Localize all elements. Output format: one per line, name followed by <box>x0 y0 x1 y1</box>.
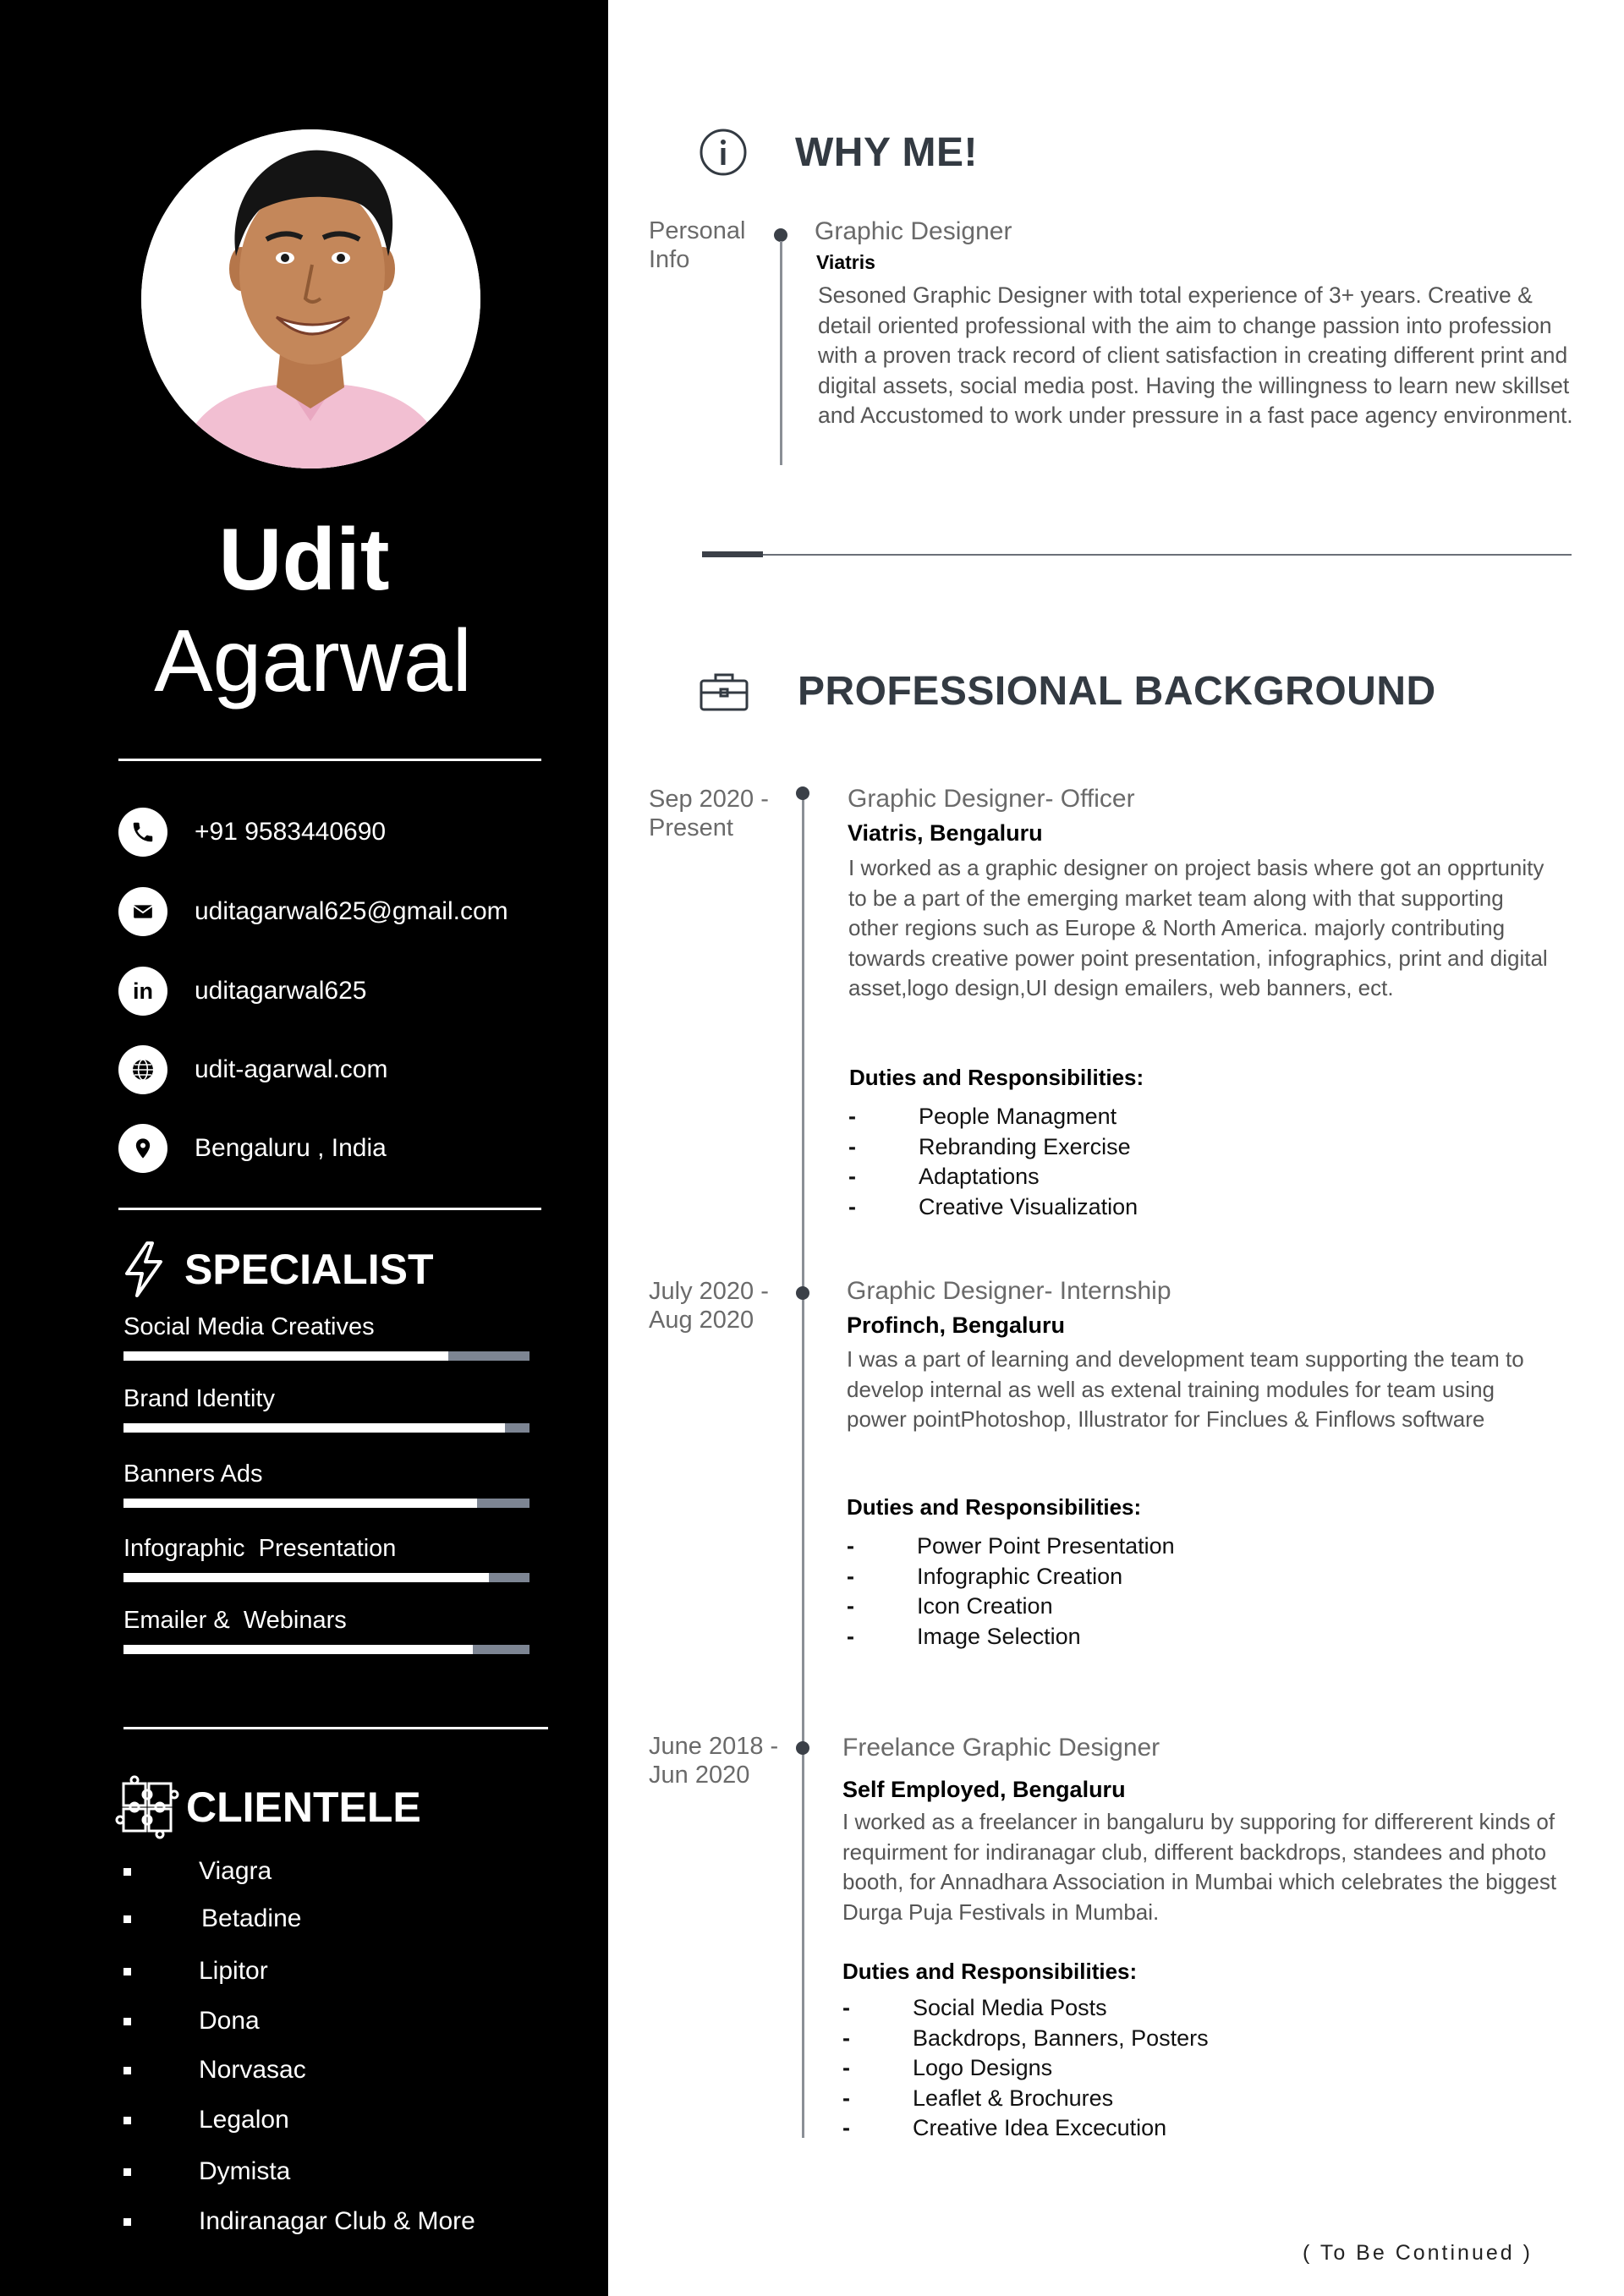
lightning-icon <box>118 1240 169 1299</box>
duties-list <box>847 1532 1175 1652</box>
bullet <box>123 1968 131 1975</box>
duties-list <box>842 1993 1209 2144</box>
duty-item <box>842 1993 1209 2024</box>
skill-item <box>123 1607 529 1654</box>
section-divider <box>702 554 1572 556</box>
professional-title: PROFESSIONAL BACKGROUND <box>798 669 1436 714</box>
specialist-heading <box>118 1240 433 1299</box>
duty-item <box>847 1532 1175 1562</box>
job-company: Viatris, Bengaluru <box>848 820 1043 846</box>
client-item <box>123 1954 268 1988</box>
to-be-continued: ( To Be Continued ) <box>1303 2241 1533 2265</box>
skill-item <box>123 1313 529 1361</box>
client-item <box>123 2103 289 2137</box>
skill-item <box>123 1460 529 1508</box>
client-name: Lipitor <box>199 1957 268 1985</box>
dash: - <box>842 2025 850 2051</box>
duty-text: Creative Idea Excecution <box>913 2115 1167 2140</box>
bullet <box>123 1868 131 1876</box>
job-company: Profinch, Bengaluru <box>847 1312 1066 1338</box>
job-dates: July 2020 - Aug 2020 <box>649 1278 769 1334</box>
puzzle-icon <box>113 1773 181 1841</box>
first-name: Udit <box>218 511 390 609</box>
duty-item <box>848 1192 1138 1223</box>
contact-website-text: udit-agarwal.com <box>195 1055 388 1083</box>
bullet <box>123 2117 131 2124</box>
skill-name: Emailer & Webinars <box>123 1607 347 1634</box>
duty-text: Leaflet & Brochures <box>913 2085 1114 2111</box>
skill-name: Infographic Presentation <box>123 1535 397 1562</box>
skill-bar <box>123 1573 529 1582</box>
duties-heading: Duties and Responsibilities: <box>849 1065 1144 1090</box>
specialist-title: SPECIALIST <box>184 1246 434 1293</box>
duty-text: Backdrops, Banners, Posters <box>913 2025 1209 2051</box>
briefcase-icon <box>699 671 749 713</box>
dash: - <box>847 1623 854 1649</box>
timeline-line <box>802 795 804 2138</box>
job-description: I worked as a freelancer in bangaluru by supporing for differerent kinds of requirment for indiranagar club, different backdrops, standees and photo booth, for Annadhara Association in Mumbai which celebrates the biggest Durga Puja Festivals in Mumbai. <box>842 1809 1557 1925</box>
duty-item <box>847 1622 1175 1652</box>
contact-website[interactable] <box>118 1045 387 1094</box>
clientele-heading <box>113 1773 421 1841</box>
duty-item <box>847 1562 1175 1592</box>
duty-text: Social Media Posts <box>913 1995 1107 2020</box>
divider <box>118 759 541 761</box>
client-item <box>123 2004 260 2038</box>
location-pin-icon <box>118 1124 167 1173</box>
job-dates: Sep 2020 - Present <box>649 786 769 841</box>
job-title: Graphic Designer- Officer <box>848 785 1135 813</box>
duties-heading: Duties and Responsibilities: <box>847 1494 1142 1520</box>
professional-heading <box>699 668 1436 715</box>
duty-text: People Managment <box>919 1104 1117 1129</box>
duty-item <box>842 2113 1209 2144</box>
skill-bar <box>123 1351 529 1361</box>
skill-name: Banners Ads <box>123 1460 263 1488</box>
client-name: Legalon <box>199 2106 289 2134</box>
skill-bar <box>123 1499 529 1508</box>
clientele-title: CLIENTELE <box>186 1784 421 1831</box>
duty-item <box>848 1132 1138 1163</box>
job-title: Freelance Graphic Designer <box>842 1734 1160 1762</box>
personal-info-label: Personal Info <box>649 217 746 273</box>
contact-phone-text: +91 9583440690 <box>195 818 387 846</box>
duty-item <box>848 1162 1138 1192</box>
bullet <box>123 2168 131 2176</box>
dash: - <box>847 1593 854 1619</box>
duties-list <box>848 1102 1138 1222</box>
contact-location-text: Bengaluru , India <box>195 1134 387 1162</box>
dash: - <box>842 2115 850 2140</box>
duty-text: Creative Visualization <box>919 1193 1138 1219</box>
duty-item <box>848 1102 1138 1132</box>
duties-heading: Duties and Responsibilities: <box>842 1959 1138 1984</box>
dash: - <box>848 1133 856 1159</box>
client-item <box>123 1902 301 1936</box>
client-name: Indiranagar Club & More <box>199 2207 475 2235</box>
duty-text: Adaptations <box>919 1164 1040 1189</box>
skill-bar-fill <box>123 1645 473 1654</box>
job-dates: June 2018 - Jun 2020 <box>649 1733 779 1789</box>
globe-icon <box>118 1045 167 1094</box>
skill-bar <box>123 1423 529 1433</box>
why-me-title: WHY ME! <box>795 129 978 175</box>
skill-bar-fill <box>123 1499 477 1508</box>
why-me-company: Viatris <box>816 251 875 273</box>
mail-icon <box>118 887 167 936</box>
contact-phone[interactable] <box>118 808 386 857</box>
job-description: I worked as a graphic designer on project basis where got an opprtunity to be a part of the emerging market team along with that supporting other regions such as Europe & North America. majorly contributing towards creative power point presentation, infographics, print and digital asset,logo design,UI design emailers, web banners, ect. <box>848 855 1548 1000</box>
last-name: Agarwal <box>154 612 472 710</box>
duty-item <box>842 2024 1209 2054</box>
contact-email[interactable] <box>118 887 508 936</box>
info-icon <box>699 128 748 177</box>
skill-name: Social Media Creatives <box>123 1313 375 1340</box>
client-item <box>123 2053 306 2087</box>
skill-bar-fill <box>123 1351 448 1361</box>
dash: - <box>847 1533 854 1559</box>
phone-icon <box>118 808 167 857</box>
duty-item <box>847 1592 1175 1622</box>
duty-text: Image Selection <box>917 1623 1081 1649</box>
dash: - <box>842 2055 850 2080</box>
bullet <box>123 1915 131 1923</box>
client-name: Norvasac <box>199 2056 306 2084</box>
duty-text: Icon Creation <box>917 1593 1053 1619</box>
skill-item <box>123 1535 529 1582</box>
timeline-dot <box>796 786 809 800</box>
contact-linkedin-text: uditagarwal625 <box>195 977 367 1005</box>
duty-text: Logo Designs <box>913 2055 1053 2080</box>
contact-email-text: uditagarwal625@gmail.com <box>195 897 508 925</box>
timeline-line <box>780 241 782 465</box>
skill-bar-fill <box>123 1423 505 1433</box>
section-divider-accent <box>702 551 763 557</box>
bullet <box>123 2067 131 2074</box>
job-title: Graphic Designer- Internship <box>847 1277 1171 1305</box>
dash: - <box>847 1563 854 1589</box>
divider <box>123 1727 548 1729</box>
duty-text: Power Point Presentation <box>917 1533 1175 1559</box>
why-me-heading <box>699 128 978 177</box>
timeline-dot <box>796 1286 809 1300</box>
divider <box>118 1208 541 1210</box>
dash: - <box>848 1193 856 1219</box>
bullet <box>123 2018 131 2025</box>
skill-bar <box>123 1645 529 1654</box>
contact-linkedin[interactable] <box>118 967 366 1016</box>
client-name: Betadine <box>201 1904 302 1932</box>
client-item <box>123 2155 290 2189</box>
timeline-dot <box>774 228 787 242</box>
dash: - <box>848 1164 856 1189</box>
duty-item <box>842 2084 1209 2114</box>
client-item <box>123 2205 475 2238</box>
job-description: I was a part of learning and development team supporting the team to develop internal as well as extenal training modules for team using power pointPhotoshop, Illustrator for Finclues & Finflows software <box>847 1346 1524 1432</box>
skill-bar-fill <box>123 1573 489 1582</box>
sidebar <box>0 0 608 2296</box>
duty-text: Rebranding Exercise <box>919 1133 1131 1159</box>
client-item <box>123 1855 272 1888</box>
client-name: Viagra <box>199 1857 272 1885</box>
linkedin-icon: in <box>118 967 167 1016</box>
job-company: Self Employed, Bengaluru <box>842 1777 1126 1802</box>
bullet <box>123 2218 131 2226</box>
skill-name: Brand Identity <box>123 1385 275 1412</box>
client-name: Dymista <box>199 2157 291 2185</box>
timeline-dot <box>796 1741 809 1755</box>
dash: - <box>842 2085 850 2111</box>
dash: - <box>842 1995 850 2020</box>
why-me-role: Graphic Designer <box>815 217 1012 245</box>
duty-text: Infographic Creation <box>917 1563 1123 1589</box>
client-name: Dona <box>199 2007 260 2035</box>
profile-photo <box>141 129 480 469</box>
duty-item <box>842 2053 1209 2084</box>
contact-location <box>118 1124 387 1173</box>
why-me-summary: Sesoned Graphic Designer with total experience of 3+ years. Creative & detail oriented professional with the aim to change passion into profession with a proven track record of client satisfaction in creating different print and digital assets, social media post. Having the willingness to learn new skillset and Accustomed to work under pressure in a fast pace agency environment. <box>818 282 1573 428</box>
dash: - <box>848 1104 856 1129</box>
skill-item <box>123 1385 529 1433</box>
